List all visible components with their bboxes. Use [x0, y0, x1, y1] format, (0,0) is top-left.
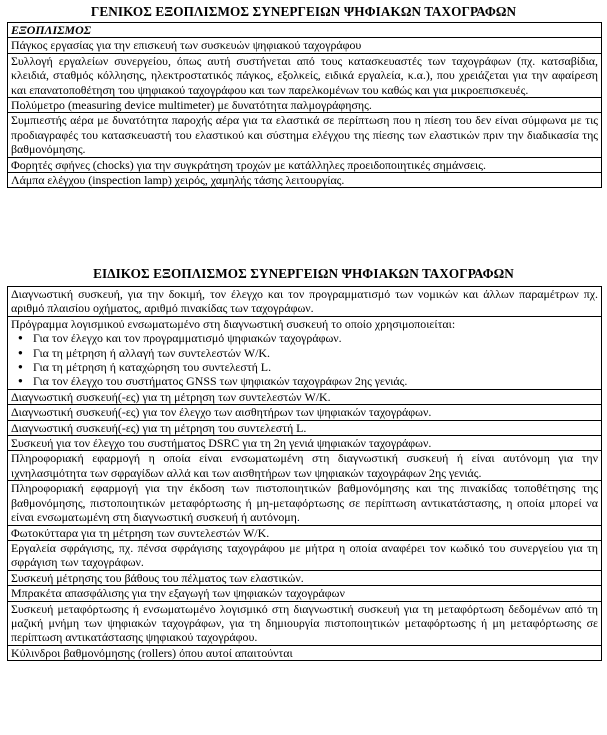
table-row — [8, 570, 602, 585]
equipment-column-header: ΕΞΟΠΛΙΣΜΟΣ — [8, 23, 602, 38]
bullet-item: ● Για τον έλεγχο και τον προγραμματισμό ψηφιακών ταχογράφων. — [33, 331, 598, 345]
table-row — [8, 420, 602, 435]
bullet-item: ● Για τη μέτρηση ή καταχώρηση του συντελεστή L. — [33, 360, 598, 374]
table-row — [8, 98, 602, 113]
table-cell: Φωτοκύτταρα για τη μέτρηση των συντελεστών W/K. — [8, 525, 602, 540]
table-cell: Πληροφοριακή εφαρμογή η οποία είναι ενσωματωμένη στη διαγνωστική συσκευή ή είναι αυτόνομη για την ιχνηλασιμότητα των σφραγίδων αλλά και των αισθητήρων των ψηφιακών ταχογράφων 2ης γενιάς. — [8, 451, 602, 481]
table-cell: Πολύμετρο (measuring device multimeter) με δυνατότητα παλμογράφησης. — [8, 98, 602, 113]
table-row — [8, 113, 602, 157]
table-cell: Πληροφοριακή εφαρμογή για την έκδοση των πιστοποιητικών βαθμονόμησης και της πινακίδας τοποθέτησης της βαθμονόμησης, πιστοποιητικών μεταφόρτωσης ή μη-μεταφόρτωσης σε περίπτωση αντικατάστασης, η οποία μπορεί να είναι ενσωματωμένη στη διαγνωστική συσκευή ή αυτόνομη. — [8, 481, 602, 525]
general-equipment-title: ΓΕΝΙΚΟΣ ΕΞΟΠΛΙΣΜΟΣ ΣΥΝΕΡΓΕΙΩΝ ΨΗΦΙΑΚΩΝ ΤΑΧΟΓΡΑΦΩΝ — [90, 4, 517, 19]
table-row — [8, 173, 602, 188]
table-cell: Φορητές σφήνες (chocks) για την συγκράτηση τροχών με κατάλληλες προειδοποιητικές σημάνσεις. — [8, 157, 602, 172]
software-intro: Πρόγραμμα λογισμικού ενσωματωμένο στη διαγνωστική συσκευή το οποίο χρησιμοποιείται: — [11, 316, 456, 331]
table-cell: Πάγκος εργασίας για την επισκευή των συσκευών ψηφιακού ταχογράφου — [8, 38, 602, 53]
table-row — [8, 38, 602, 53]
table-row — [8, 389, 602, 404]
table-row — [8, 287, 602, 317]
table-row — [8, 157, 602, 172]
table-cell: Εργαλεία σφράγισης, πχ. πένσα σφράγισης ταχογράφου με μήτρα η οποία αναφέρει τον κωδικό του συνεργείου για τη σφράγιση των ταχογράφων. — [8, 540, 602, 570]
table-row — [8, 601, 602, 645]
table-row — [8, 436, 602, 451]
table-header-row — [8, 23, 602, 38]
table-cell: Μπρακέτα απασφάλισης για την εξαγωγή των ψηφιακών ταχογράφων — [8, 586, 602, 601]
table-cell: Λάμπα ελέγχου (inspection lamp) χειρός, χαμηλής τάσης λειτουργίας. — [8, 173, 602, 188]
table-row — [8, 451, 602, 481]
software-bullet-list — [11, 331, 598, 389]
bullet-item: ● Για τον έλεγχο του συστήματος GNSS των ψηφιακών ταχογράφων 2ης γενιάς. — [33, 374, 598, 388]
table-row — [8, 525, 602, 540]
table-cell: Διαγνωστική συσκευή(-ες) για τον έλεγχο των αισθητήρων των ψηφιακών ταχογράφων. — [8, 405, 602, 420]
general-equipment-table — [7, 22, 602, 188]
table-cell: Συσκευή μέτρησης του βάθους του πέλματος των ελαστικών. — [8, 570, 602, 585]
table-row — [8, 405, 602, 420]
table-cell: Διαγνωστική συσκευή, για την δοκιμή, τον έλεγχο και τον προγραμματισμό των νομικών και άλλων παραμέτρων πχ. αριθμό πλαισίου οχήματος, αριθμό πινακίδας των ταχογράφων. — [8, 287, 602, 317]
special-equipment-title: ΕΙΔΙΚΟΣ ΕΞΟΠΛΙΣΜΟΣ ΣΥΝΕΡΓΕΙΩΝ ΨΗΦΙΑΚΩΝ ΤΑΧΟΓΡΑΦΩΝ — [93, 266, 514, 281]
table-cell: Συμπιεστής αέρα με δυνατότητα παροχής αέρα για τα ελαστικά σε περίπτωση που η πίεση του δεν είναι σύμφωνα με τις προδιαγραφές του κατασκευαστή του ελαστικού και σύστημα ελέγχου της πίεσης των ελαστικών πριν την διαδικασία της βαθμονόμησης. — [8, 113, 602, 157]
software-cell — [8, 316, 602, 389]
bullet-item: ● Για τη μέτρηση ή αλλαγή των συντελεστών W/K. — [33, 346, 598, 360]
table-row — [8, 316, 602, 389]
table-row — [8, 481, 602, 525]
table-cell: Κύλινδροι βαθμονόμησης (rollers) όπου αυτοί απαιτούνται — [8, 645, 602, 660]
table-row — [8, 53, 602, 97]
table-cell: Συσκευή μεταφόρτωσης ή ενσωματωμένο λογισμικό στη διαγνωστική συσκευή για τη μεταφόρτωση δεδομένων από τη μαζική μνήμη των ψηφιακών ταχογράφων, για τη δημιουργία πιστοποιητικών μεταφόρτωσης ή μη μεταφόρτωσης σε περίπτωση αντικατάστασης ψηφιακού ταχογράφου. — [8, 601, 602, 645]
table-row — [8, 540, 602, 570]
table-cell: Συλλογή εργαλείων συνεργείου, όπως αυτή συστήνεται από τους κατασκευαστές των ταχογράφων (πχ. κατσαβίδια, κλειδιά, σταθμός κόλλησης, ηλεκτροστατικός πάγκος, εξολκείς, ειδικά εργαλεία, κ.α.), που χρειάζεται για την αφαίρεση και επανατοποθέτηση του ψηφιακού ταχογράφου και των παρελκομένων του καθώς και για μικροεπισκευές. — [8, 53, 602, 97]
table-cell: Διαγνωστική συσκευή(-ες) για τη μέτρηση του συντελεστή L. — [8, 420, 602, 435]
table-row — [8, 586, 602, 601]
special-equipment-table — [7, 286, 602, 661]
table-row — [8, 645, 602, 660]
table-cell: Συσκευή για τον έλεγχο του συστήματος DSRC για τη 2η γενιά ψηφιακών ταχογράφων. — [8, 436, 602, 451]
table-cell: Διαγνωστική συσκευή(-ες) για τη μέτρηση των συντελεστών W/K. — [8, 389, 602, 404]
